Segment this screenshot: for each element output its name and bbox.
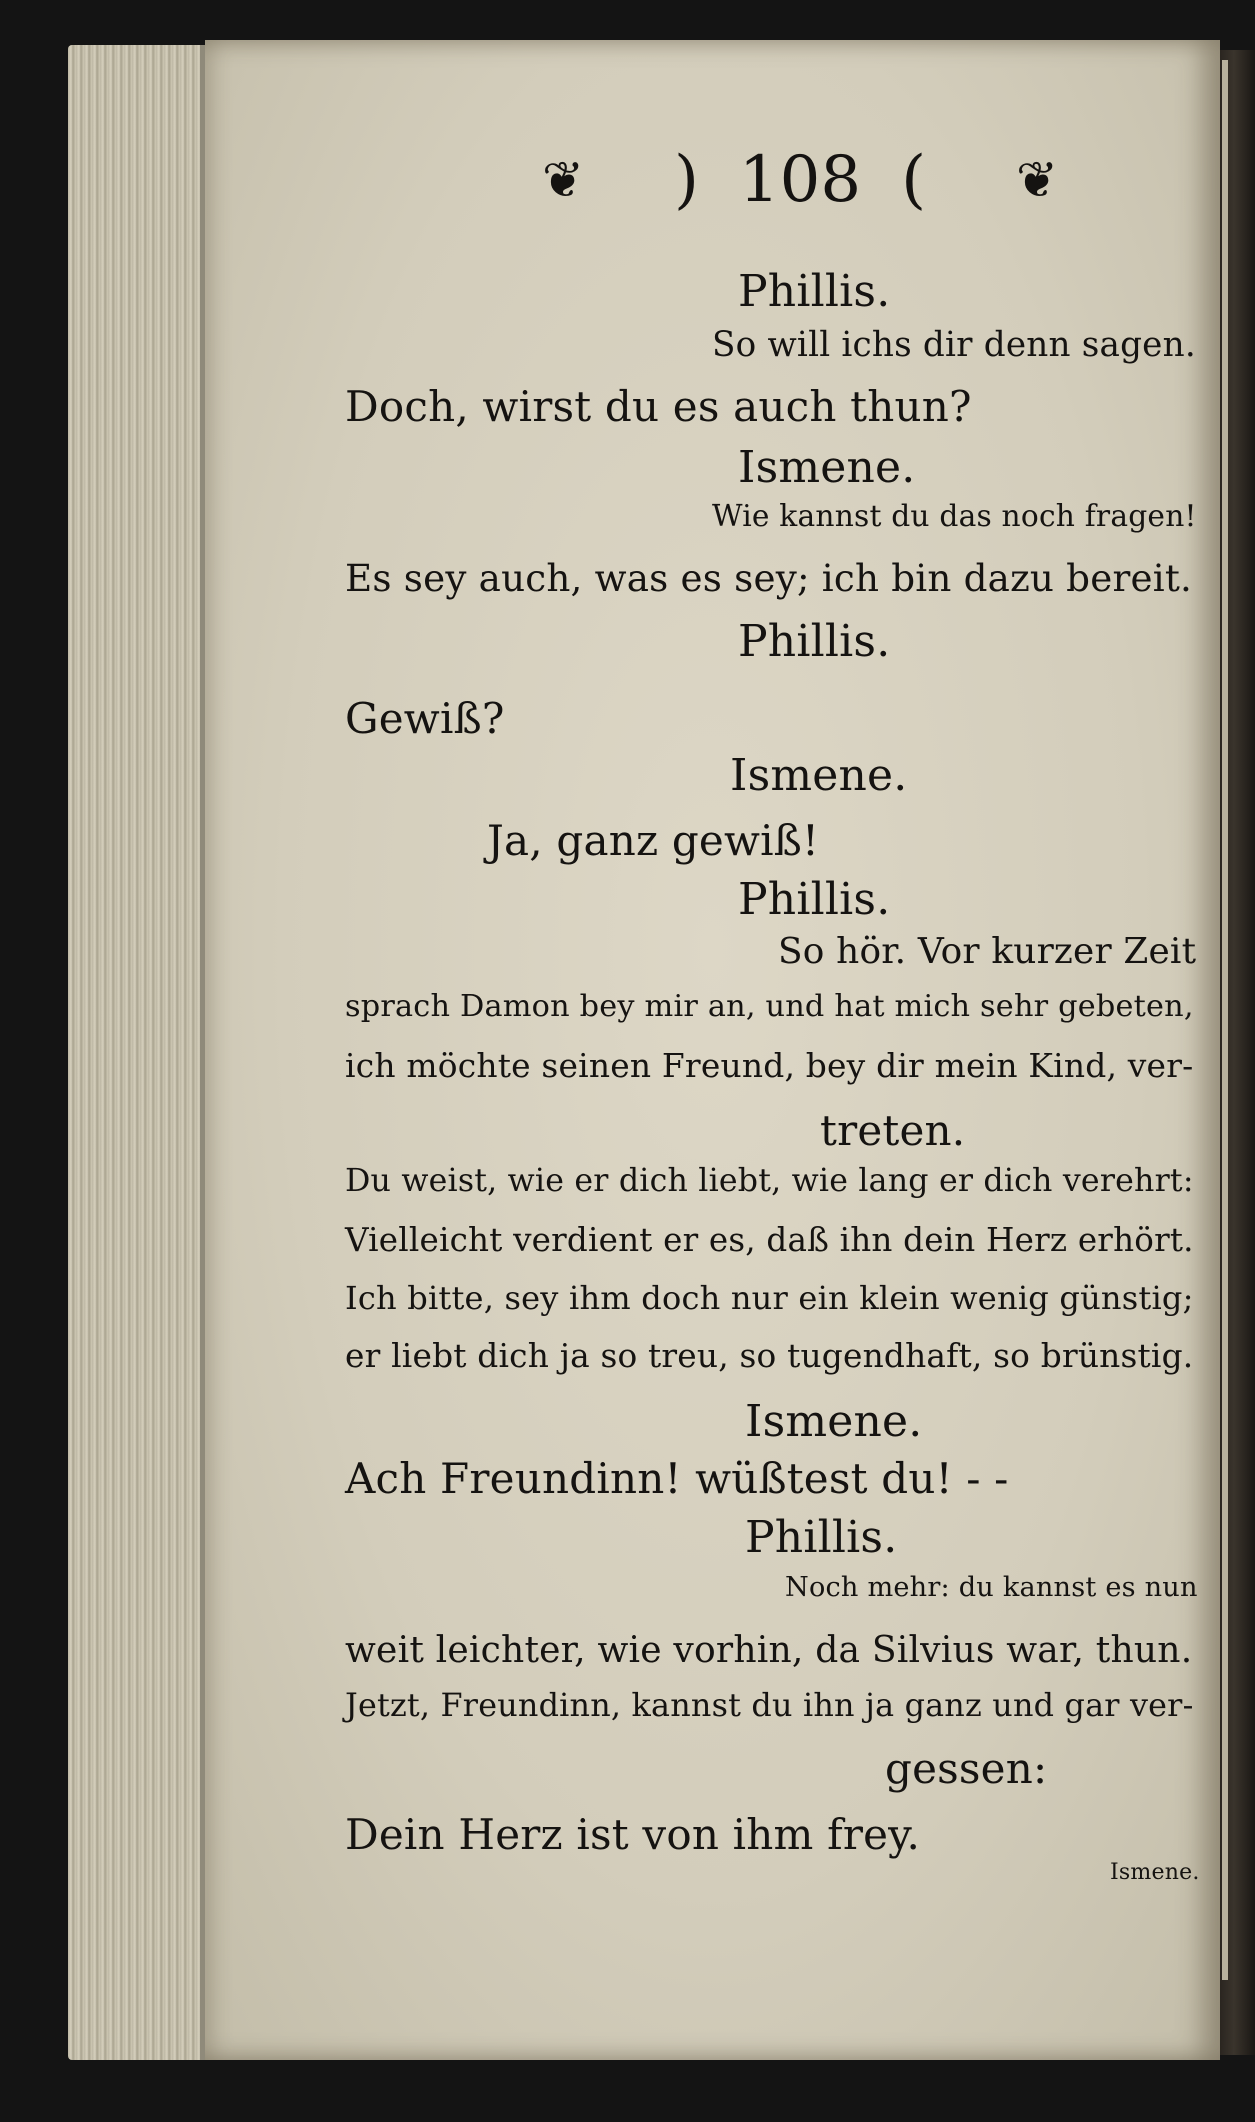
catchword: Ismene. (1110, 1860, 1200, 1885)
header-paren-right: ( (901, 143, 927, 217)
speaker-name: Phillis. (745, 1512, 898, 1563)
verse-line: Du weist, wie er dich liebt, wie lang er dich verehrt: (345, 1163, 1194, 1199)
verse-line: Gewiß? (345, 694, 505, 743)
verse-line: Jetzt, Freundinn, kannst du ihn ja ganz und gar ver- (345, 1686, 1194, 1724)
verse-line: Dein Herz ist von ihm frey. (345, 1810, 921, 1859)
verse-line: Wie kannst du das noch fragen! (712, 499, 1197, 534)
verse-line: Noch mehr: du kannst es nun (785, 1572, 1198, 1603)
verse-line: Ja, ganz gewiß! (487, 816, 820, 865)
speaker-name: Phillis. (738, 266, 891, 317)
verse-line: Ach Freundinn! wüßtest du! - - (345, 1454, 1009, 1503)
verse-line: er liebt dich ja so treu, so tugendhaft, so brünstig. (345, 1337, 1194, 1375)
speaker-name: Ismene. (730, 750, 908, 801)
verse-line: treten. (820, 1106, 966, 1155)
ornament-left-icon: ❦ (542, 151, 584, 209)
verse-line: So hör. Vor kurzer Zeit (778, 931, 1197, 972)
speaker-name: Ismene. (745, 1396, 923, 1447)
verse-line: Doch, wirst du es auch thun? (345, 382, 972, 431)
verse-line: ich möchte seinen Freund, bey dir mein Kind, ver- (345, 1046, 1194, 1085)
verse-line: weit leichter, wie vorhin, da Silvius war, thun. (345, 1629, 1193, 1671)
speaker-name: Phillis. (738, 616, 891, 667)
facing-page-edge-line (1222, 60, 1228, 1980)
verse-line: Ich bitte, sey ihm doch nur ein klein wenig günstig; (345, 1279, 1194, 1317)
speaker-name: Ismene. (738, 442, 916, 493)
page-number: 108 (738, 143, 862, 217)
page-edge-block (68, 45, 208, 2060)
running-header (520, 140, 1080, 220)
verse-line: So will ichs dir denn sagen. (712, 325, 1196, 365)
header-paren-left: ) (673, 143, 699, 217)
verse-line: Es sey auch, was es sey; ich bin dazu bereit. (345, 556, 1193, 600)
verse-line: Vielleicht verdient er es, daß ihn dein Herz erhört. (345, 1221, 1194, 1259)
speaker-name: Phillis. (738, 874, 891, 925)
ornament-right-icon: ❦ (1016, 151, 1058, 209)
verse-line: sprach Damon bey mir an, und hat mich sehr gebeten, (345, 989, 1194, 1024)
verse-line: gessen: (885, 1744, 1048, 1793)
